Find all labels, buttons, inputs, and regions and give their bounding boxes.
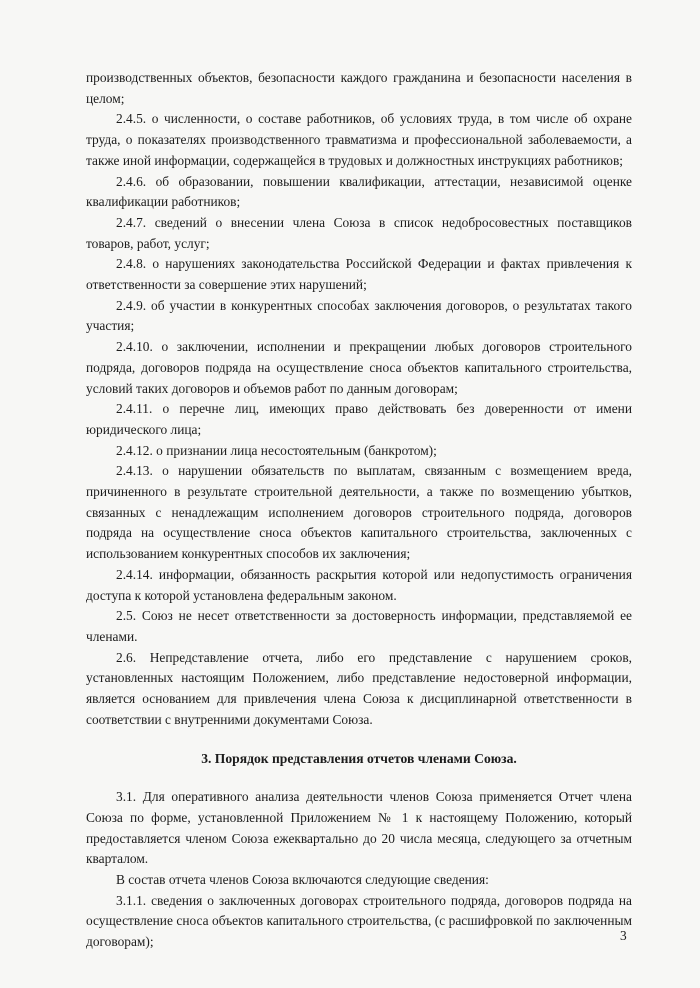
paragraph: 2.4.7. сведений о внесении члена Союза в список недобросовестных поставщиков товаров, работ, услуг; (86, 214, 632, 251)
section-2-continuation (86, 68, 632, 731)
paragraph: 2.4.10. о заключении, исполнении и прекращении любых договоров строительного подряда, договоров подряда на осуществление сноса объектов капитального строительства, условий таких договоров и объемов работ по данным договорам; (86, 339, 632, 396)
paragraph: 2.6. Непредставление отчета, либо его представление с нарушением сроков, установленных настоящим Положением, либо представление недостоверной информации, является основанием для привлечения члена Союза к дисциплинарной ответственности в соответствии с внутренними документами Союза. (86, 649, 632, 727)
paragraph: 2.4.6. об образовании, повышении квалификации, аттестации, независимой оценке квалификации работников; (86, 173, 632, 210)
paragraph: 2.4.9. об участии в конкурентных способах заключения договоров, о результатах такого участия; (86, 297, 632, 334)
paragraph: 2.5. Союз не несет ответственности за достоверность информации, представляемой ее членами. (86, 608, 632, 644)
page-number: 3 (620, 928, 627, 943)
paragraph: производственных объектов, безопасности каждого гражданина и безопасности населения в целом; (86, 70, 632, 106)
document-body (86, 68, 632, 953)
paragraph: 2.4.13. о нарушении обязательств по выплатам, связанным с возмещением вреда, причиненного в результате строительной деятельности, а также по возмещению убытков, связанных с ненадлежащим исполнением договоров строительного подряда, договоров подряда на осуществление сноса объектов капитального строительства, заключенных с использованием конкурентных способов их заключения; (86, 463, 632, 562)
paragraph: 2.4.12. о признании лица несостоятельным (банкротом); (116, 442, 437, 458)
paragraph: 2.4.11. о перечне лиц, имеющих право действовать без доверенности от имени юридического лица; (86, 401, 632, 437)
section-heading: 3. Порядок представления отчетов членами Союза. (201, 750, 517, 766)
paragraph: 3.1. Для оперативного анализа деятельности членов Союза применяется Отчет члена Союза по форме, установленной Приложением № 1 к настоящему Положению, который предоставляется членом Союза ежеквартально до 20 числа месяца, следующего за отчетным кварталом. (86, 789, 632, 867)
paragraph: 3.1.1. сведения о заключенных договорах строительного подряда, договоров подряда на осуществление сноса объектов капитального строительства, (с расшифровкой по заключенным договорам); (86, 892, 632, 950)
section-3-text (86, 787, 632, 953)
paragraph: 2.4.8. о нарушениях законодательства Российской Федерации и фактах привлечения к ответственности за совершение этих нарушений; (86, 256, 632, 293)
paragraph: 2.4.5. о численности, о составе работников, об условиях труда, в том числе об охране труда, о показателях производственного травматизма и профессиональной заболеваемости, а также иной информации, содержащейся в трудовых и должностных инструкциях работников; (86, 111, 632, 168)
paragraph: 2.4.14. информации, обязанность раскрытия которой или недопустимость ограничения доступа к которой установлена федеральным законом. (86, 566, 632, 603)
paragraph: В состав отчета членов Союза включаются следующие сведения: (116, 872, 489, 888)
